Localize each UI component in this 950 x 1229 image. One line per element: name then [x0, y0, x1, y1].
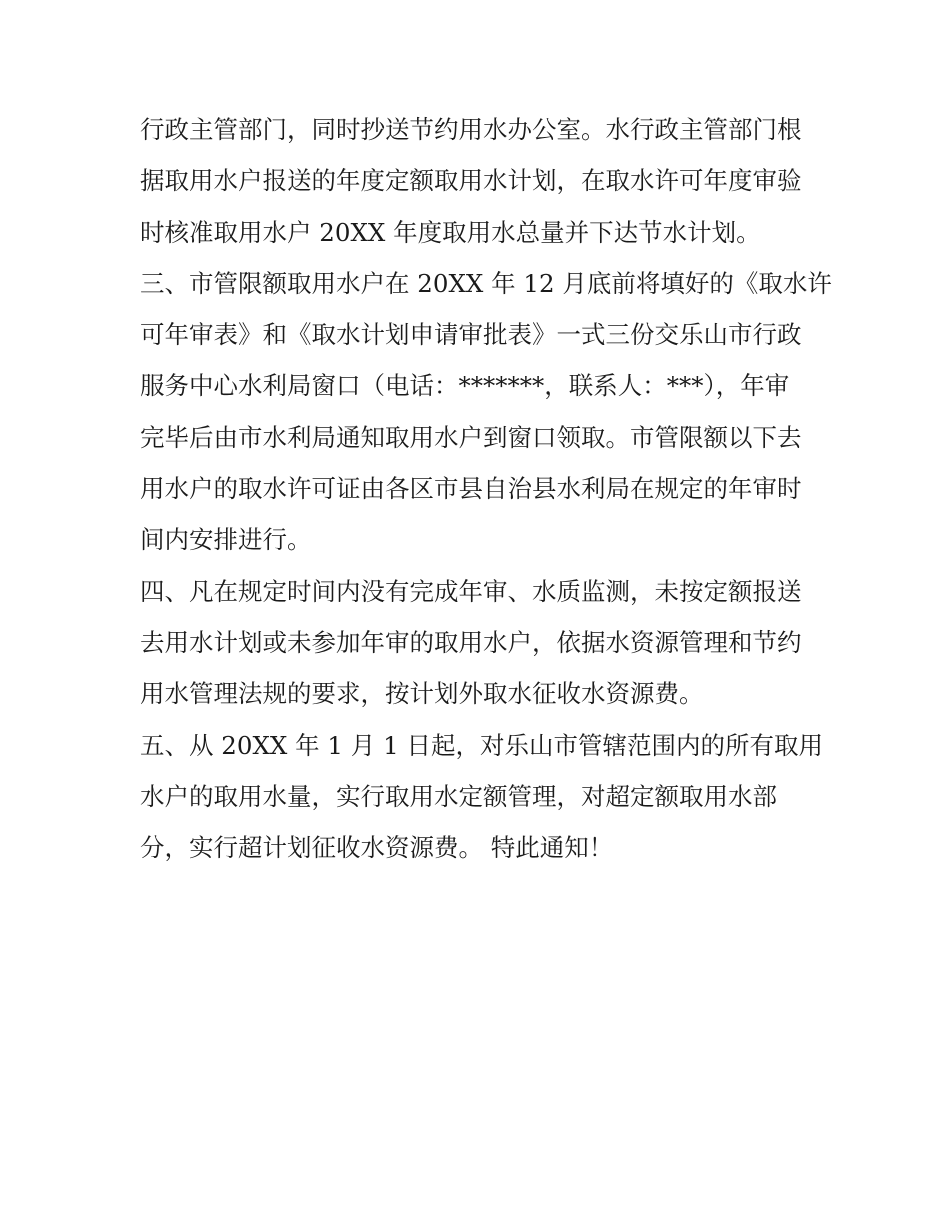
text-line-8: 用水户的取水许可证由各区市县自治县水利局在规定的年审时: [140, 474, 802, 504]
text-line-1: 行政主管部门，同时抄送节约用水办公室。水行政主管部门根: [140, 115, 802, 144]
document-body: [140, 104, 832, 873]
text-line-2: 据取用水户报送的年度定额取用水计划，在取水许可年度审验: [140, 166, 802, 196]
text-line-12: 用水管理法规的要求，按计划外取水征收水资源费。: [140, 679, 704, 709]
text-line-14: 水户的取用水量，实行取用水定额管理，对超定额取用水部: [140, 781, 777, 811]
text-line-10: 四、凡在规定时间内没有完成年审、水质监测，未按定额报送: [140, 576, 802, 606]
text-line-15: 分，实行超计划征收水资源费。 特此通知！: [140, 833, 614, 863]
text-line-7: 完毕后由市水利局通知取用水户到窗口领取。市管限额以下去: [140, 422, 802, 452]
text-line-5: 可年审表》和《取水计划申请审批表》一式三份交乐山市行政: [140, 320, 802, 350]
text-line-3: 时核准取用水户 20XX 年度取用水总量并下达节水计划。: [140, 217, 761, 247]
text-line-4: 三、市管限额取用水户在 20XX 年 12 月底前将填好的《取水许: [140, 268, 832, 298]
text-line-13: 五、从 20XX 年 1 月 1 日起，对乐山市管辖范围内的所有取用: [140, 730, 823, 760]
text-line-9: 间内安排进行。: [140, 525, 312, 555]
text-line-6: 服务中心水利局窗口（电话：*******，联系人：***），年审: [140, 371, 790, 401]
text-line-11: 去用水计划或未参加年审的取用水户，依据水资源管理和节约: [140, 627, 802, 657]
